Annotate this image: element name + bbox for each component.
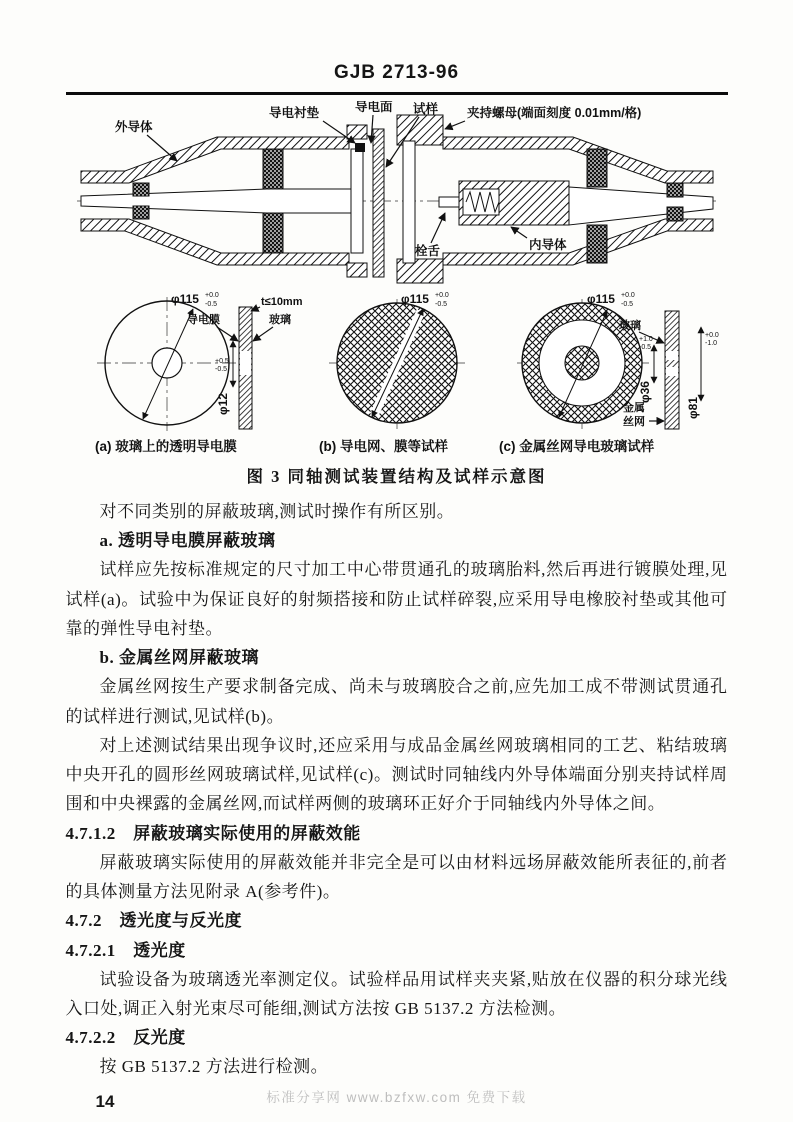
paragraph: 试样应先按标准规定的尺寸加工中心带贯通孔的玻璃胎料,然后再进行镀膜处理,见试样(a)。试验中为保证良好的射频搭接和防止试样碎裂,应采用导电橡胶衬垫或其他可靠的弹性导电衬垫。: [65, 560, 728, 638]
paragraph: 金属丝网按生产要求制备完成、尚未与玻璃胶合之前,应先加工成不带测试贯通孔的试样进行测试,见试样(b)。: [65, 677, 728, 726]
section-heading: 4.7.2.2 反光度: [65, 1028, 186, 1048]
inner-conductor-left: [81, 189, 351, 213]
section-heading: 4.7.2.1 透光度: [65, 940, 186, 960]
conductive-gasket-shape: [355, 143, 365, 152]
bolt-tongue-shape: [439, 197, 459, 207]
section-heading: 4.7.2 透光度与反光度: [65, 911, 242, 931]
side-view-gap: [666, 367, 678, 376]
specimen-c-diagram: [499, 292, 719, 454]
dia-81-tol-up: +0.0: [704, 332, 719, 339]
figure-3: [57, 101, 737, 487]
dia-81-label: φ81: [685, 397, 700, 419]
outer-conductor-label: 外导体: [114, 120, 153, 134]
insulator-block: [263, 149, 283, 189]
list-item-heading: b. 金属丝网屏蔽玻璃: [99, 648, 259, 668]
side-view-gap: [666, 351, 678, 360]
center-mesh: [565, 346, 599, 380]
left-end-face: [351, 149, 363, 253]
outer-conductor-right-bottom: [443, 219, 713, 265]
dia-81-tol-dn: -1.0: [704, 340, 717, 347]
inner-conductor-label: 内导体: [528, 238, 567, 252]
insulator-block: [133, 206, 149, 219]
dia-12-tol-dn: -0.5: [214, 366, 227, 373]
specimen-a-diagram: [95, 292, 303, 454]
specimen-label: 试样: [412, 102, 438, 116]
outer-conductor-left-bottom: [81, 219, 349, 265]
outer-conductor-right-top: [443, 137, 713, 183]
bolt-tongue-label: 栓舌: [414, 244, 440, 258]
paragraph: 屏蔽玻璃实际使用的屏蔽效能并非完全是可以由材料远场屏蔽效能所表征的,前者的具体测量方法见附录 A(参考件)。: [65, 852, 728, 902]
dia-115-tol-dn: -0.5: [620, 301, 633, 308]
clamp-nut-label: 夹持螺母(端面刻度 0.01mm/格): [466, 106, 641, 120]
mesh-label-line1: 金属: [622, 402, 645, 414]
dia-36-tol-dn: -0.5: [638, 344, 651, 351]
dia-115-tol-dn: -0.5: [434, 301, 447, 308]
figure-3-drawing: [67, 101, 727, 457]
section-heading: 4.7.1.2 屏蔽玻璃实际使用的屏蔽效能: [65, 823, 361, 843]
insulator-block: [587, 149, 607, 187]
thickness-label: t≤10mm: [260, 296, 302, 308]
specimen-b-diagram: [319, 292, 465, 454]
specimen-a-caption: (a) 玻璃上的透明导电膜: [94, 439, 237, 454]
dia-115-tol-dn: -0.5: [204, 301, 217, 308]
right-end-face: [403, 141, 415, 263]
dia-115-tol-up: +0.0: [434, 292, 449, 299]
spring-housing: [463, 189, 499, 215]
dia-36-tol-up: +1.0: [638, 336, 653, 343]
insulator-block: [263, 213, 283, 253]
dia-12-label: φ12: [215, 393, 230, 415]
dia-115-label: φ115: [400, 292, 429, 306]
conductive-gasket-label: 导电衬垫: [268, 106, 319, 120]
dia-115-label: φ115: [170, 292, 199, 306]
coaxial-device-diagram: [77, 101, 717, 283]
watermark-footer: 标准分享网 www.bzfxw.com 免费下载: [266, 1090, 527, 1105]
film-label: 导电膜: [186, 314, 220, 326]
dia-36-label: φ36: [637, 381, 652, 403]
dia-115-tol-up: +0.0: [620, 292, 635, 299]
dia-115-label: φ115: [586, 292, 615, 306]
body-content: [66, 497, 728, 1112]
page-number: 14: [95, 1091, 115, 1111]
center-hole: [152, 348, 182, 378]
side-view-hole: [240, 351, 251, 375]
conductive-face-label: 导电面: [354, 101, 393, 114]
insulator-block: [133, 183, 149, 196]
outer-conductor-left-top: [81, 137, 349, 183]
glass-label: 玻璃: [268, 314, 291, 326]
mesh-label-line2: 丝网: [622, 416, 645, 428]
glass-label: 玻璃: [618, 320, 641, 332]
specimen-b-caption: (b) 导电网、膜等试样: [318, 439, 448, 454]
insulator-block: [667, 183, 683, 197]
insulator-block: [667, 207, 683, 221]
flange-lip-top: [347, 125, 367, 139]
paragraph: 对上述测试结果出现争议时,还应采用与成品金属丝网玻璃相同的工艺、粘结玻璃中央开孔的圆形丝网玻璃试样,见试样(c)。测试时同轴线内外导体端面分别夹持试样周围和中央裸露的金属丝网,而试样两侧的玻璃环正好介于同轴线内外导体之间。: [65, 735, 728, 814]
paragraph: 按 GB 5137.2 方法进行检测。: [99, 1057, 329, 1077]
list-item-heading: a. 透明导电膜屏蔽玻璃: [99, 531, 276, 551]
paragraph: 试验设备为玻璃透光率测定仪。试验样品用试样夹夹紧,贴放在仪器的积分球光线入口处,调正入射光束尽可能细,测试方法按 GB 5137.2 方法检测。: [65, 969, 728, 1018]
flange-lip-bottom: [347, 263, 367, 277]
header-rule: [66, 92, 728, 95]
insulator-block: [587, 225, 607, 263]
figure-caption: 图 3 同轴测试装置结构及试样示意图: [246, 467, 547, 486]
dia-12-tol-up: +0.5: [214, 358, 229, 365]
dia-115-tol-up: +0.0: [204, 292, 219, 299]
specimen-plate: [373, 129, 384, 277]
specimen-c-caption: (c) 金属丝网导电玻璃试样: [498, 439, 654, 454]
standard-number-header: GJB 2713-96: [333, 62, 460, 83]
paragraph: 对不同类别的屏蔽玻璃,测试时操作有所区别。: [99, 502, 455, 521]
